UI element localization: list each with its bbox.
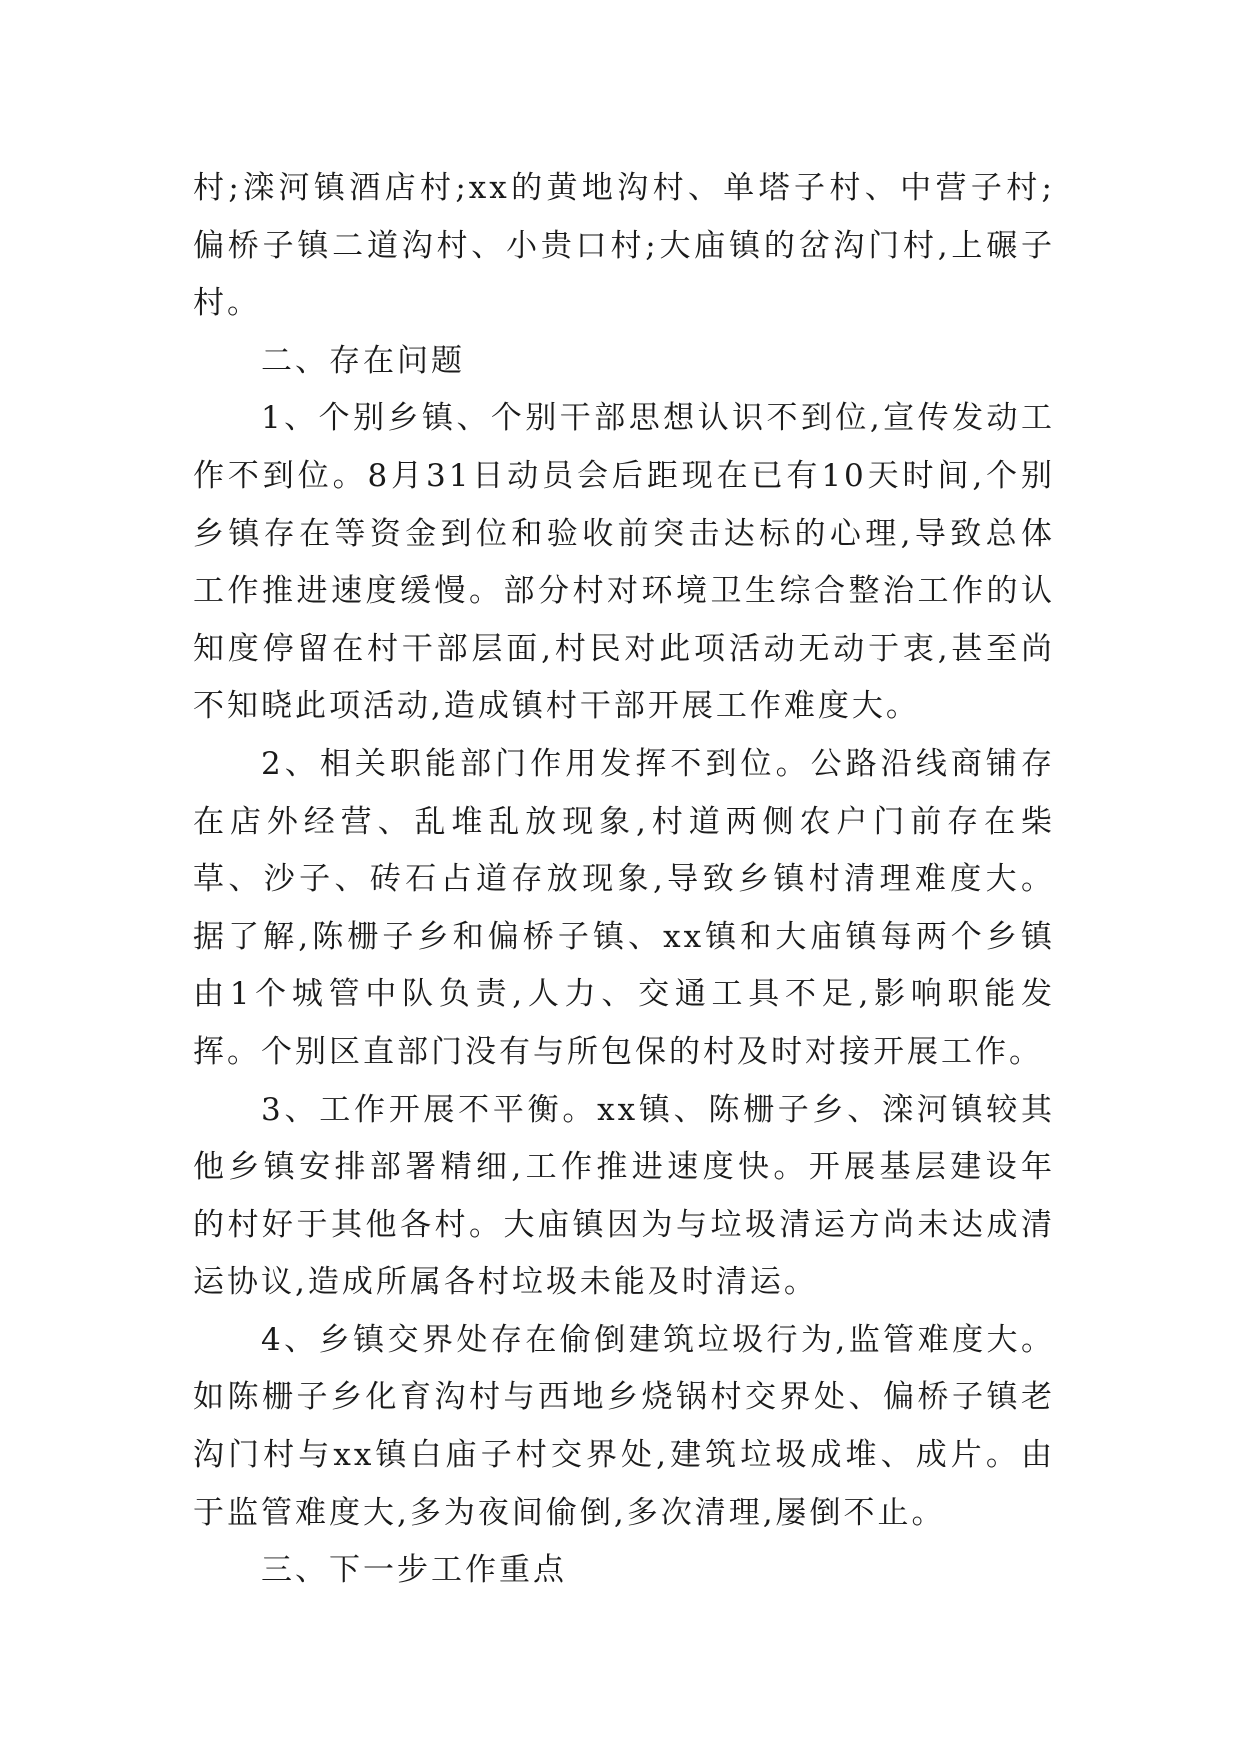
paragraph-problem-1: 1、个别乡镇、个别干部思想认识不到位,宣传发动工作不到位。8月31日动员会后距现在已有10天时间,个别乡镇存在等资金到位和验收前突击达标的心理,导致总体工作推进速度缓慢。部分村对环境卫生综合整治工作的认知度停留在村干部层面,村民对此项活动无动于衷,甚至尚不知晓此项活动,造成镇村干部开展工作难度大。 <box>193 400 1055 725</box>
heading-next-steps: 三、下一步工作重点 <box>261 1552 567 1589</box>
heading-existing-problems: 二、存在问题 <box>261 342 465 379</box>
document-body <box>193 160 1055 1600</box>
paragraph-problem-4: 4、乡镇交界处存在偷倒建筑垃圾行为,监管难度大。如陈栅子乡化育沟村与西地乡烧锅村交界处、偏桥子镇老沟门村与xx镇白庙子村交界处,建筑垃圾成堆、成片。由于监管难度大,多为夜间偷倒,多次清理,屡倒不止。 <box>193 1321 1055 1531</box>
paragraph-problem-3: 3、工作开展不平衡。xx镇、陈栅子乡、滦河镇较其他乡镇安排部署精细,工作推进速度快。开展基层建设年的村好于其他各村。大庙镇因为与垃圾清运方尚未达成清运协议,造成所属各村垃圾未能及时清运。 <box>193 1091 1055 1301</box>
paragraph-problem-2: 2、相关职能部门作用发挥不到位。公路沿线商铺存在店外经营、乱堆乱放现象,村道两侧农户门前存在柴草、沙子、砖石占道存放现象,导致乡镇村清理难度大。据了解,陈栅子乡和偏桥子镇、xx镇和大庙镇每两个乡镇由1个城管中队负责,人力、交通工具不足,影响职能发挥。个别区直部门没有与所包保的村及时对接开展工作。 <box>193 745 1055 1070</box>
paragraph-village-list: 村;滦河镇酒店村;xx的黄地沟村、单塔子村、中营子村;偏桥子镇二道沟村、小贵口村;大庙镇的岔沟门村,上碾子村。 <box>193 170 1055 322</box>
